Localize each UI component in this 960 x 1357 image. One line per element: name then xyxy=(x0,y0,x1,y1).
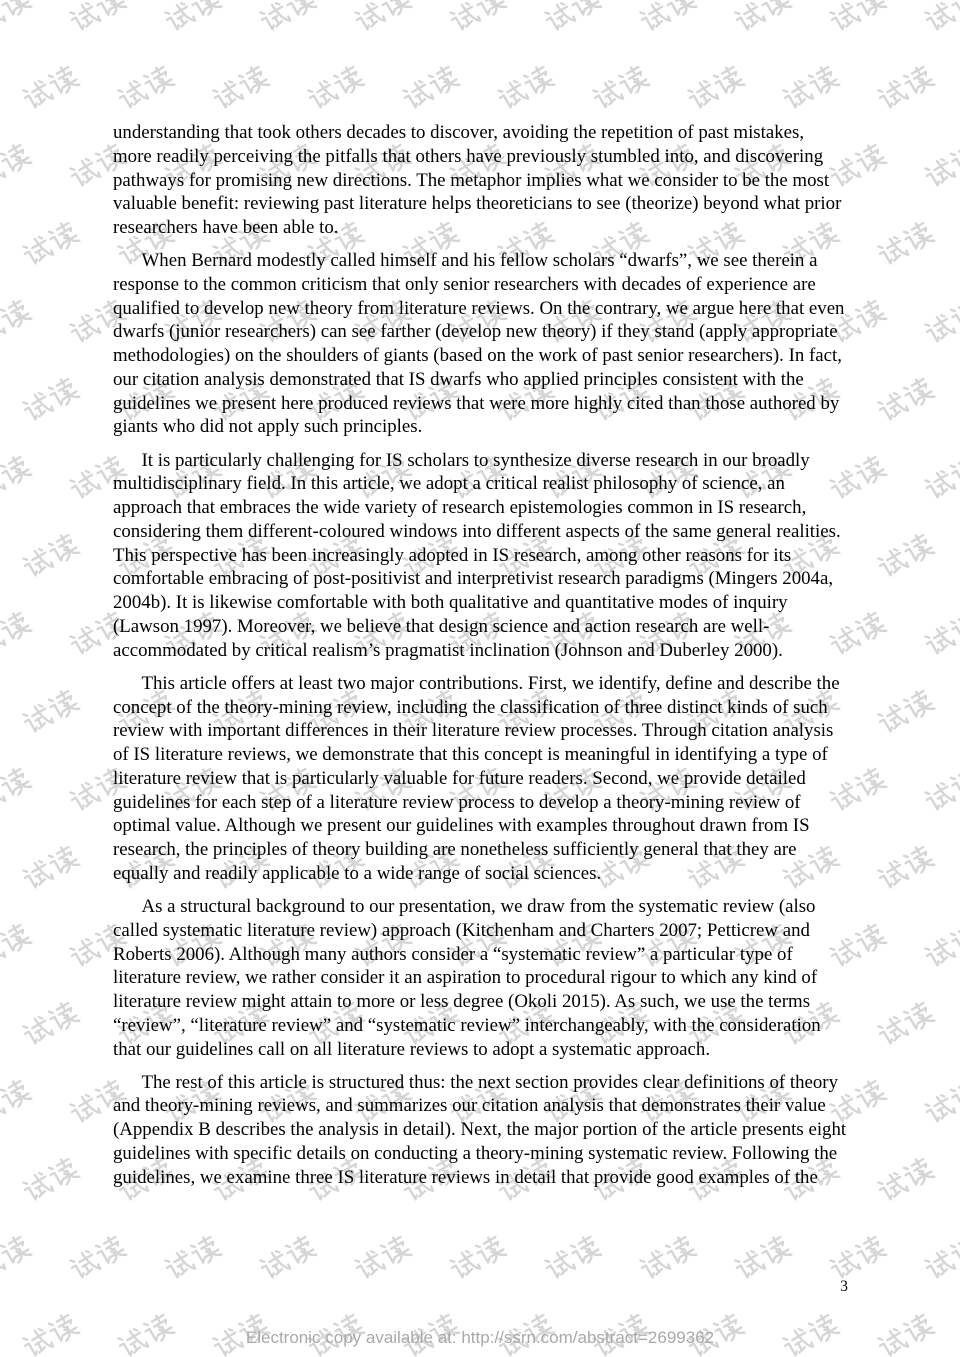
text-line: considering them different-coloured windows into different aspects of the same general realities. xyxy=(113,520,841,542)
paragraph xyxy=(113,672,853,886)
watermark-mark xyxy=(68,1233,128,1282)
text-line: This perspective has been increasingly adopted in IS research, among other reasons for its xyxy=(113,544,792,566)
text-line: 2004b). It is likewise comfortable with both qualitative and quantitative modes of inquiry xyxy=(113,592,788,614)
text-line: comfortable embracing of post-positivist and interpretivist research paradigms (Mingers 2004a, xyxy=(113,568,834,590)
watermark-mark xyxy=(68,0,128,34)
watermark-mark xyxy=(353,0,413,34)
text-line: multidisciplinary field. In this article, we adopt a critical realist philosophy of science, an xyxy=(113,473,785,495)
watermark-mark xyxy=(0,921,32,970)
watermark-mark xyxy=(876,219,936,268)
text-line: literature review might attain to more or less degree (Okoli 2015). As such, we use the terms xyxy=(113,991,811,1012)
text-line: (Lawson 1997). Moreover, we believe that design science and action research are well- xyxy=(113,615,770,637)
text-line: This article offers at least two major contributions. First, we identify, define and describe the xyxy=(141,672,840,694)
watermark-mark xyxy=(781,63,841,112)
watermark-mark xyxy=(258,1233,318,1282)
paragraph xyxy=(113,1071,853,1190)
text-line: guidelines for each step of a literature review process to develop a theory-mining review of xyxy=(113,791,801,813)
watermark-mark xyxy=(21,999,81,1048)
watermark-mark xyxy=(876,63,936,112)
text-line: researchers have been able to. xyxy=(113,217,339,238)
text-line: valuable benefit: reviewing past literature helps theoreticians to see (theorize) beyond what prior xyxy=(113,193,842,215)
text-line: that our guidelines call on all literature reviews to adopt a systematic approach. xyxy=(113,1038,711,1060)
watermark-mark xyxy=(21,531,81,580)
text-line: concept of the theory-mining review, including the classification of three distinct kinds of such xyxy=(113,696,828,718)
watermark-mark xyxy=(923,1233,960,1282)
watermark-mark xyxy=(876,531,936,580)
text-line: giants who did not apply such principles. xyxy=(113,416,423,438)
text-line: of IS literature reviews, we demonstrate that this concept is meaningful in identifying a type of xyxy=(113,744,828,766)
paragraph xyxy=(113,449,853,663)
text-line: guidelines with specific details on conducting a theory-mining systematic review. Following the xyxy=(113,1142,838,1164)
watermark-mark xyxy=(876,999,936,1048)
text-line: equally and readily applicable to a wide range of social sciences. xyxy=(113,862,602,884)
text-line: methodologies) on the shoulders of giants (based on the work of past senior researchers). In fact, xyxy=(113,345,842,367)
watermark-mark xyxy=(876,375,936,424)
text-line: (Appendix B describes the analysis in detail). Next, the major portion of the article presents eight xyxy=(113,1119,847,1141)
watermark-mark xyxy=(876,1155,936,1204)
watermark-mark xyxy=(496,63,556,112)
text-line: review with important differences in their literature review processes. Through citation analysis xyxy=(113,720,834,742)
text-line: more readily perceiving the pitfalls that others have previously stumbled into, and discovering xyxy=(113,145,824,167)
text-line: When Bernard modestly called himself and his fellow scholars “dwarfs”, we see therein a xyxy=(141,250,818,272)
watermark-mark xyxy=(21,843,81,892)
watermark-mark xyxy=(923,1077,960,1126)
watermark-mark xyxy=(0,0,32,34)
watermark-mark xyxy=(21,63,81,112)
text-line: accommodated by critical realism’s pragmatist inclination (Johnson and Duberley 2000). xyxy=(113,639,783,661)
watermark-mark xyxy=(448,1233,508,1282)
text-line: response to the common criticism that only senior researchers with decades of experience are xyxy=(113,273,816,295)
watermark-mark xyxy=(0,1233,32,1282)
text-line: “review”, “literature review” and “systematic review” interchangeably, with the consideration xyxy=(113,1014,821,1036)
watermark-mark xyxy=(21,219,81,268)
watermark-mark xyxy=(923,921,960,970)
watermark-mark xyxy=(923,0,960,34)
text-line: and theory-mining reviews, and summarizes our citation analysis that demonstrates their value xyxy=(113,1095,826,1117)
text-line: pathways for promising new directions. The metaphor implies what we consider to be the most xyxy=(113,169,830,191)
ssrn-availability-footer: Electronic copy available at: http://ssrn.com/abstract=2699362 xyxy=(245,1328,715,1347)
text-line: guidelines we present here produced reviews that were more highly cited than those authored by xyxy=(113,392,840,414)
paragraph xyxy=(113,121,853,240)
watermark-mark xyxy=(543,1233,603,1282)
watermark-mark xyxy=(448,0,508,34)
text-line: research, the principles of theory building are nonetheless sufficiently general that they are xyxy=(113,839,797,861)
text-line: qualified to develop new theory from literature reviews. On the contrary, we argue here that even xyxy=(113,297,845,319)
watermark-mark xyxy=(923,453,960,502)
watermark-mark xyxy=(258,0,318,34)
watermark-mark xyxy=(923,297,960,346)
watermark-mark xyxy=(163,0,223,34)
text-line: dwarfs (junior researchers) can see farther (develop new theory) if they stand (apply appropriate xyxy=(113,321,838,343)
watermark-mark xyxy=(638,1233,698,1282)
watermark-mark xyxy=(828,1233,888,1282)
watermark-mark xyxy=(591,63,651,112)
text-line: called systematic literature review) approach (Kitchenham and Charters 2007; Petticrew and xyxy=(113,919,810,941)
text-line: optimal value. Although we present our guidelines with examples throughout drawn from IS xyxy=(113,815,810,837)
text-line: approach that embraces the wide variety of research epistemologies common in IS research, xyxy=(113,497,807,519)
watermark-mark xyxy=(686,63,746,112)
text-line: As a structural background to our presentation, we draw from the systematic review (also xyxy=(141,896,816,917)
watermark-mark xyxy=(0,141,32,190)
page-number: 3 xyxy=(840,1278,848,1295)
watermark-mark xyxy=(21,1155,81,1204)
text-line: literature review that is particularly valuable for future readers. Second, we provide detailed xyxy=(113,767,806,789)
watermark-mark xyxy=(733,0,793,34)
watermark-mark xyxy=(21,687,81,736)
watermark-mark xyxy=(0,765,32,814)
watermark-mark xyxy=(0,1077,32,1126)
watermark-mark xyxy=(116,63,176,112)
text-line: guidelines, we examine three IS literature reviews in detail that provide good examples of the xyxy=(113,1166,818,1188)
text-line: literature review, we rather consider it an aspiration to procedural rigour to which any kind of xyxy=(113,967,818,989)
text-line: our citation analysis demonstrated that IS dwarfs who applied principles consistent with the xyxy=(113,368,804,390)
watermark-mark xyxy=(353,1233,413,1282)
paragraph xyxy=(113,249,853,439)
text-line: Roberts 2006). Although many authors consider a “systematic review” a particular type of xyxy=(113,943,793,965)
watermark-mark xyxy=(923,141,960,190)
watermark-mark xyxy=(306,63,366,112)
body-text xyxy=(113,121,853,1199)
watermark-mark xyxy=(211,63,271,112)
watermark-mark xyxy=(876,687,936,736)
text-line: understanding that took others decades to discover, avoiding the repetition of past mistakes, xyxy=(113,122,805,143)
watermark-mark xyxy=(21,375,81,424)
text-line: The rest of this article is structured thus: the next section provides clear definitions of theory xyxy=(141,1071,839,1093)
watermark-mark xyxy=(638,0,698,34)
text-line: It is particularly challenging for IS scholars to synthesize diverse research in our broadly xyxy=(141,449,810,471)
watermark-mark xyxy=(0,609,32,658)
paragraph xyxy=(113,895,853,1061)
watermark-mark xyxy=(0,453,32,502)
watermark-mark xyxy=(828,0,888,34)
watermark-mark xyxy=(163,1233,223,1282)
watermark-mark xyxy=(876,843,936,892)
watermark-mark xyxy=(543,0,603,34)
watermark-mark xyxy=(401,63,461,112)
watermark-mark xyxy=(923,765,960,814)
watermark-mark xyxy=(0,297,32,346)
watermark-mark xyxy=(923,609,960,658)
watermark-mark xyxy=(733,1233,793,1282)
